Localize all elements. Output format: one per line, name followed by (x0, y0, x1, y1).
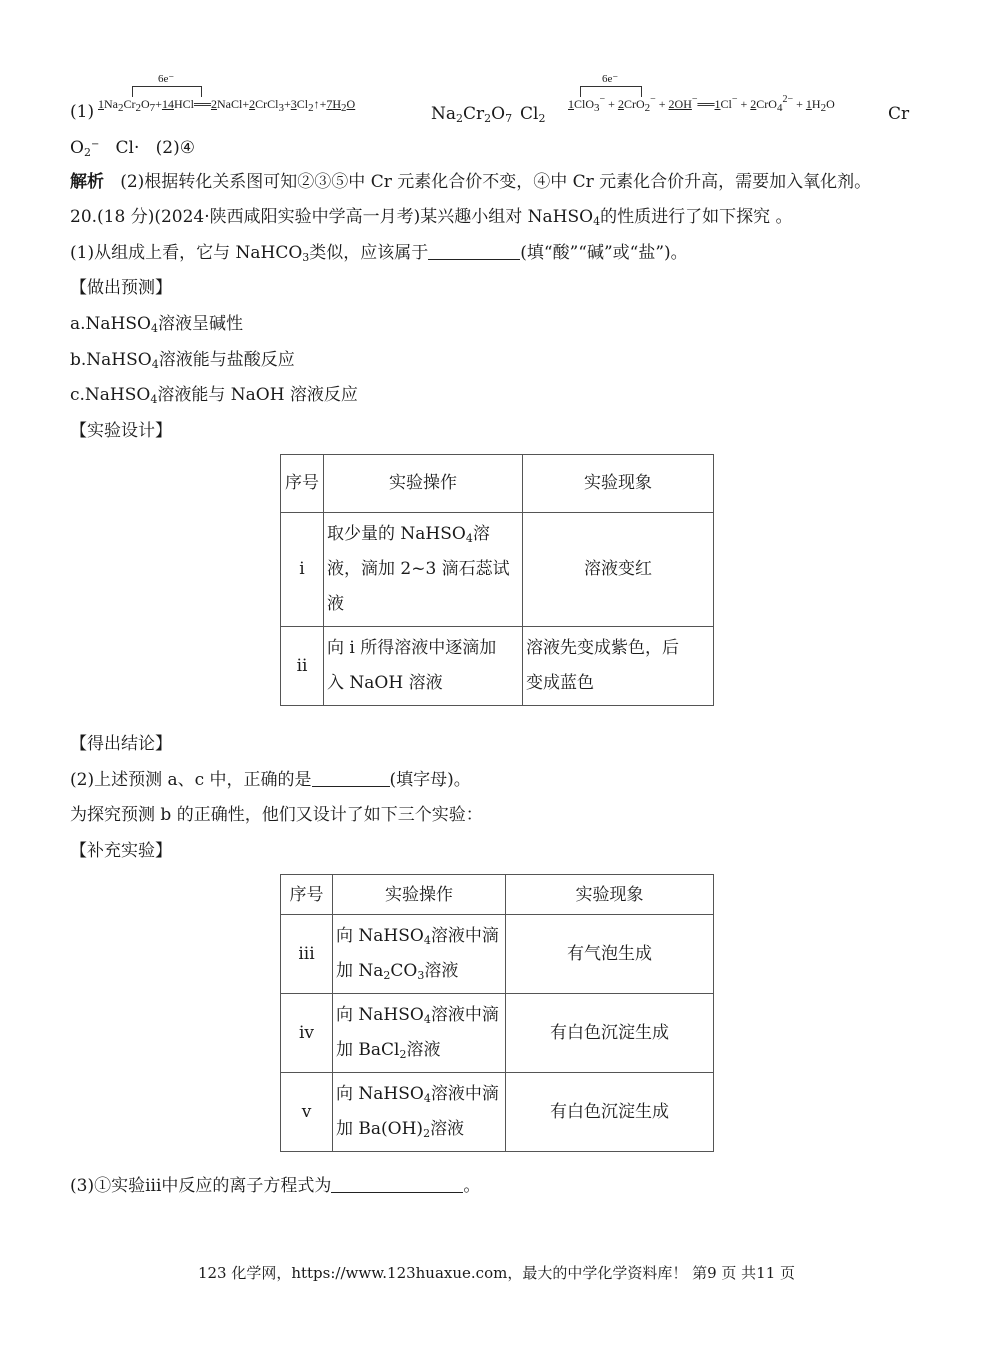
answer-line-2: $O_2^-$ Cl· (2)④ (70, 138, 195, 159)
explore-text: 为探究预测 b 的正确性，他们又设计了如下三个实验： (70, 805, 483, 825)
row-phenomenon: 有白色沉淀生成 (506, 1073, 714, 1152)
cr-answer: Cr (888, 104, 910, 124)
row-no: i (281, 513, 324, 627)
electron-transfer-label-1: 6e⁻ (158, 73, 175, 85)
header-phenomenon: 实验现象 (523, 455, 714, 513)
analysis-label: 解析 (70, 172, 104, 192)
analysis-line: 解析 (2)根据转化关系图可知②③⑤中 Cr 元素化合价不变，④中 Cr 元素化合价升高，需要加入氧化剂。 (70, 172, 872, 192)
answer-prefix: (1) (70, 102, 95, 122)
question-2: (2)上述预测 a、c 中，正确的是 (填字母)。 (70, 770, 471, 790)
row-operation: 向 i 所得溶液中逐滴加 入 NaOH 溶液 (324, 627, 523, 706)
header-operation: 实验操作 (333, 875, 506, 915)
table-row (281, 627, 714, 706)
row-operation: 向 NaHSO$_4$溶液中滴 加 $Na_2CO_3$溶液 (333, 915, 506, 994)
row-operation: 取少量的 NaHSO$_4$溶 液，滴加 2~3 滴石蕊试 液 (324, 513, 523, 627)
row-phenomenon: 溶液先变成紫色，后 变成蓝色 (523, 627, 714, 706)
redox-equation-1: $1Na_2Cr_2O_7+14HCl══2NaCl+2CrCl_3+3Cl_2↑+7H_2O$ (98, 97, 356, 114)
table-row (281, 994, 714, 1073)
supplement-title: 【补充实验】 (70, 841, 172, 861)
prediction-b: b.NaHSO$_4$溶液能与盐酸反应 (70, 350, 295, 371)
design-title: 【实验设计】 (70, 421, 172, 441)
table-row (281, 1073, 714, 1152)
page-footer: 123 化学网，https://www.123huaxue.com，最大的中学化学资料库！ 第9 页 共11 页 (197, 1264, 796, 1282)
prediction-c: c.NaHSO$_4$溶液能与 NaOH 溶液反应 (70, 385, 358, 406)
conclusion-title: 【得出结论】 (70, 734, 172, 754)
row-operation: 向 NaHSO$_4$溶液中滴 加 BaCl$_2$溶液 (333, 994, 506, 1073)
row-no: iii (281, 915, 333, 994)
table-row (281, 915, 714, 994)
question-heading: 20.(18 分)(2024·陕西咸阳实验中学高一月考)某兴趣小组对 NaHSO$_4$的性质进行了如下探究 。 (70, 207, 793, 228)
question-3: (3)①实验iii中反应的离子方程式为 。 (70, 1176, 481, 1196)
predict-title: 【做出预测】 (70, 278, 172, 298)
header-no: 序号 (281, 875, 333, 915)
answer-blank-1[interactable] (428, 241, 520, 260)
row-phenomenon: 有白色沉淀生成 (506, 994, 714, 1073)
answer-blank-3[interactable] (331, 1174, 463, 1193)
row-no: ii (281, 627, 324, 706)
table-header-row (281, 455, 714, 513)
header-no: 序号 (281, 455, 324, 513)
electron-transfer-arc-1 (132, 86, 202, 97)
row-no: v (281, 1073, 333, 1152)
redox-equation-2: 1ClO$_3$− + 2CrO$_2$− + 2OH−══1Cl− + $2CrO_4^{2-} + 1H_2O$ (568, 94, 835, 114)
reductant-answer: $Cl_2$ (520, 104, 546, 125)
header-operation: 实验操作 (324, 455, 523, 513)
row-phenomenon: 溶液变红 (523, 513, 714, 627)
row-no: iv (281, 994, 333, 1073)
experiment-table-2 (280, 874, 714, 1152)
answer-blank-2[interactable] (312, 768, 390, 787)
experiment-table-1 (280, 454, 714, 706)
question-1: (1)从组成上看，它与 NaHCO$_3$类似，应该属于 (填“酸”“碱”或“盐”)。 (70, 243, 688, 264)
electron-transfer-label-2: 6e⁻ (602, 73, 619, 85)
row-operation: 向 NaHSO$_4$溶液中滴 加 $Ba(OH)_2$溶液 (333, 1073, 506, 1152)
header-phenomenon: 实验现象 (506, 875, 714, 915)
row-phenomenon: 有气泡生成 (506, 915, 714, 994)
table-header-row (281, 875, 714, 915)
prediction-a: a.NaHSO$_4$溶液呈碱性 (70, 314, 243, 335)
oxidant-answer: $Na_2Cr_2O_7$ (431, 104, 513, 125)
electron-transfer-arc-2 (580, 86, 642, 97)
table-row (281, 513, 714, 627)
